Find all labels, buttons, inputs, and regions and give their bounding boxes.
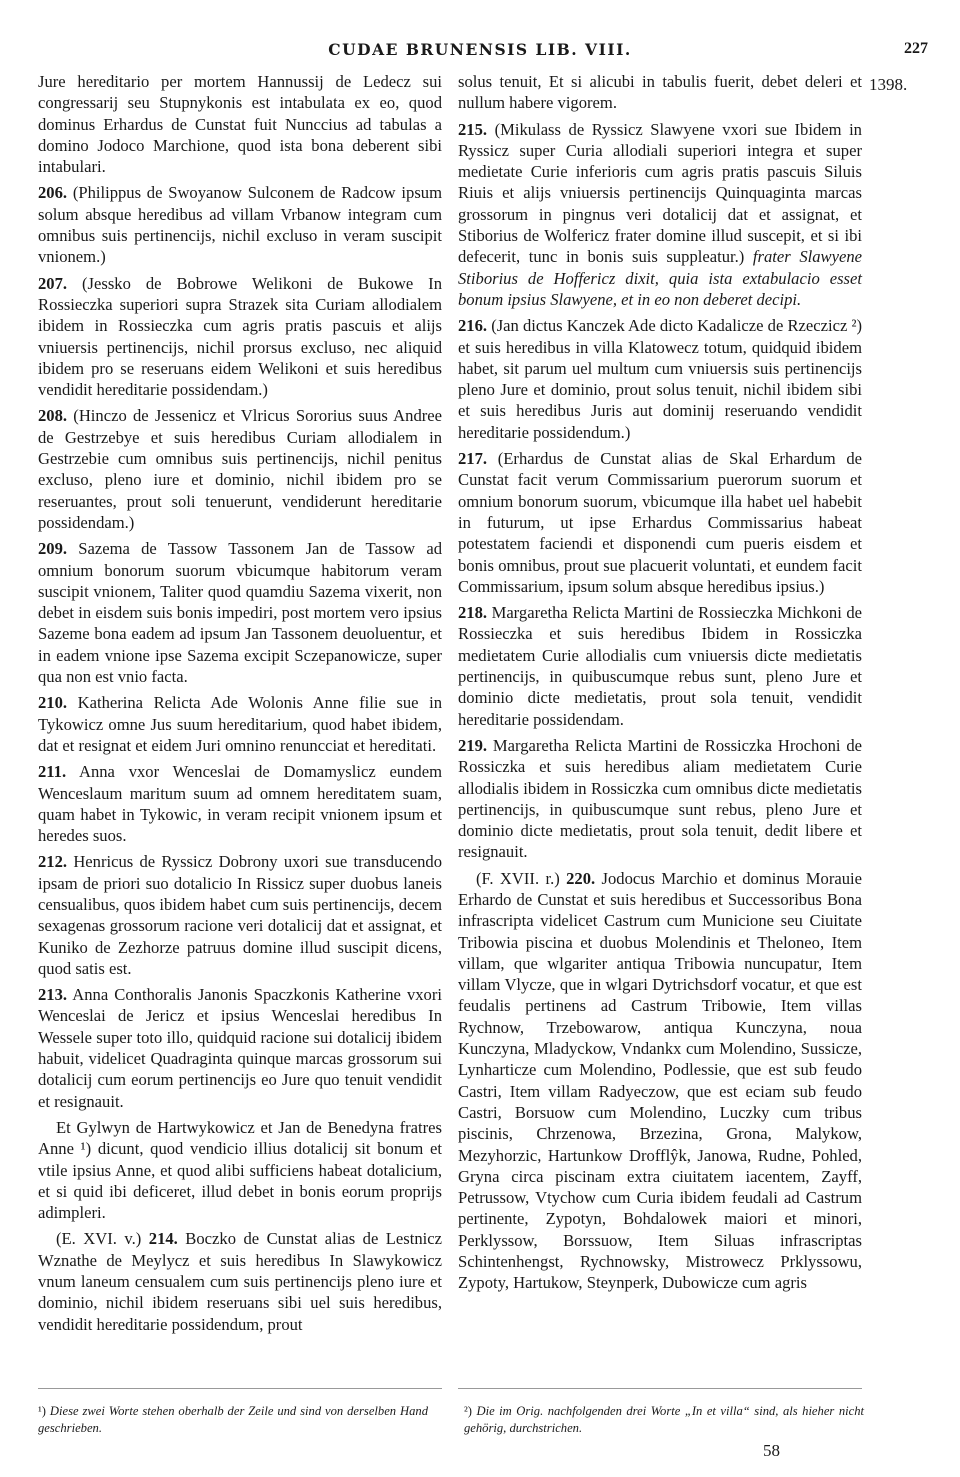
entry-number: 211. [38,762,67,782]
entry-paragraph [38,851,442,979]
footnote-text: Diese zwei Worte stehen oberhalb der Zeile und sind von derselben Hand geschrieben. [38,1404,428,1435]
entry-text: (Mikulass de Ryssicz Slawyene vxori sue Ibidem in Ryssicz super Curia allodiali superiori integra et super medietate Curie inferioris cum agris pratis pascuis Siluis Riuis et alijs vniuersis pertinencijs Quinquaginta marcas grossorum in pingnus veri dotalicij dat et assignat, et Stiborius de Wolfericz frater domine illud suscepit, et si ibi defecerit, tunc in bonis suis suppleatur.) [458,119,862,267]
left-column [38,71,442,1340]
entry-text: (Jessko de Bobrowe Welikoni de Bukowe In Rossieczka superiori supra Strazek sita Curiam allodialem ibidem in Rossieczka cum agris pratis pascuis et alijs vniuersis pertinencijs, nichil prorsus excluso, nec aliquid ibidem pro se reseruans eidem Welikoni et suis heredibus vendidit hereditarie possidendam.) [38,273,443,400]
entry-text: (Philippus de Swoyanow Sulconem de Radcow ipsum solum absque heredibus ad villam Vrbanow integram cum omnibus suis pertinencijs, nichil excluso in veram suscipit vnionem.) [38,183,442,267]
entry-paragraph [38,405,442,533]
entry-paragraph [458,735,862,863]
entry-number: 215. [458,119,488,139]
entry-text: (Hinczo de Jessenicz et Vlricus Sororius suus Andree de Gestrzebye et suis heredibus Curiam allodialem in Gestrzebie cum omnibus suis pertinencijs, nichil penitus excluso, pleno iure et dominio, nichil ibidem pro se reseruantes, prout soli tenuerunt, vendiderunt hereditarie possidendam.) [38,406,443,532]
entry-text: (Erhardus de Cunstat alias de Skal Erhardum de Cunstat facit verum Commissarium puerorum suorum et omnium bonorum suorum, vbicumque illa habet uel habebit in futurum, ut ipse Erhardus Commissarius habeat potestatem faciendi et disponendi cum pueris eisdem et bonis omnibus, prout sue placuerit voluntati, et eundem facit Commissarium, ipsum solum absque heredibus ipsius.) [458,449,862,596]
entry-number: 213. [38,985,68,1005]
entry-text: Katherina Relicta Ade Wolonis Anne filie sue in Tykowicz omne Jus suum hereditarium, quod habet ibidem, dat et resignat et eidem Juri omnino renuncciat et hereditati. [38,693,442,755]
footnote-text: Die im Orig. nachfolgenden drei Worte „In et villa“ sind, als hieher nicht gehörig, durchstrichen. [464,1404,864,1435]
entry-paragraph [38,273,442,401]
entry-number: 206. [38,183,68,203]
entry-paragraph [38,182,442,267]
entry-italic-note: frater Slawyene Stiborius de Hoffericz dixit, quia ista extabulacio esset bonum ipsius Slawyene, et in eo non deberet decipi. [458,247,862,309]
entry-paragraph [38,71,442,177]
entry-text: solus tenuit, Et si alicubi in tabulis fuerit, debet deleri et nullum habere vigorem. [458,72,862,113]
entry-paragraph [38,538,442,687]
entry-paragraph [458,119,862,311]
entry-paragraph [458,71,862,114]
entry-number: 208. [38,406,68,426]
footnote-right [464,1403,864,1437]
entry-number: 209. [38,539,68,559]
entry-number: 218. [458,603,488,623]
sheet-number: 58 [763,1441,780,1460]
entry-number: 207. [38,273,68,293]
entry-text: Sazema de Tassow Tassonem Jan de Tassow ad omnium bonorum suorum vbicumque habitorum veram suscipit vnionem, Taliter quod quamdiu Sazema vixerit, non debet in eisdem suis bonis impediri, post mortem vero ipsius Sazeme bona eadem ad ipsum Jan Tassonem deuoluentur, et in eadem vnione ipse Sazema excipit Sczepanowicze, super qua non est vnio facta. [38,539,442,687]
entry-number: 214. [148,1229,178,1249]
page-number: 227 [904,40,928,57]
entry-number: 212. [38,852,68,872]
right-column [458,71,862,1299]
entry-number: 216. [458,316,488,336]
entry-number: 217. [458,449,488,469]
margin-year: 1398. [869,75,908,94]
entry-text: Henricus de Ryssicz Dobrony uxori sue transducendo ipsam de priori suo dotalicio In Rissicz super duobus laneis censualibus, quos ibidem habet cum suis pertinencijs, decem sexagenas grossorum racione veri dotalicij dat et assignat, et Kuniko de Zezhorze patruus domine illud suscipit dicens, quod satis est. [38,852,442,978]
entry-paragraph [38,1117,442,1223]
entry-text: Jure hereditario per mortem Hannussij de Ledecz sui congressarij seu Stupnykonis est intabulata ex eo, quod dominus Erhardus de Cunstat fuit Nunccius ad tabulas a domino Jodoco Marchione, quod ista bona deberent sibi intabulari. [38,72,442,177]
entry-text: Et Gylwyn de Hartwykowicz et Jan de Benedyna fratres Anne ¹) dicunt, quod vendicio illius dotalicij sit bonum et vtile ipsius Anne, et quod alibi sufficiens habeat dotalicium, et si quid ibi deficeret, illud debet in bonis eorum proprijs adimpleri. [38,1117,442,1223]
entry-paragraph [458,602,862,730]
footnote-rule-right [458,1388,862,1389]
footnote-mark: ¹) [38,1404,46,1418]
folio-reference: (F. XVII. r.) [476,868,567,888]
entry-number: 220. [566,868,596,888]
entry-paragraph [38,1228,442,1334]
entry-text: Anna vxor Wenceslai de Domamyslicz eundem Wenceslaum maritum suum ad omnem hereditatem suam, quam habet in Tykowic, in veram recipit vnionem ipsum et heredes suos. [38,762,442,846]
entry-text: Boczko de Cunstat alias de Lestnicz Wznathe de Meylycz et suis heredibus In Slawykowicz vnum laneum censualem cum suis pertinencijs pleno iure et dominio, nichil ibidem reseruans sibi uel suis heredibus, vendidit hereditarie possidendum, prout [38,1229,442,1334]
footnote-left [38,1403,428,1437]
page-header [0,40,960,64]
entry-text: Anna Conthoralis Janonis Spaczkonis Katherine vxori Wenceslai de Jericz et ipsius Wenceslai heredibus In Wessele super toto illo, quidquid racione sui dotalicij ibidem habuit, videlicet Quadraginta quinque marcas grossorum sui dotalicij cum eorum pertinencijs eo Jure quo tenuit vendidit et resignauit. [38,985,442,1111]
folio-reference: (E. XVI. v.) [56,1229,149,1249]
entry-paragraph [458,315,862,443]
entry-text: Margaretha Relicta Martini de Rossieczka Michkoni de Rossieczka et suis heredibus Ibidem in Rossiczka medietatem Curie allodialis cum vniuersis dicte medietatis pertinencijs, in quibuscumque rebus sunt, pleno Jure et dominio dicte medietatis, prout sola tenuit, vendidit hereditarie possidendam. [458,603,863,729]
entry-text: (Jan dictus Kanczek Ade dicto Kadalicze de Rzeczicz ²) et suis heredibus in villa Klatowecz totum, quidquid ibidem habet, sit parum uel multum cum vniuersis suis pertinencijs pleno Jure et dominio, prout solus tenuit, nichil ibidem sibi et suis heredibus Juris aut dominij reseruando vendidit hereditarie possidendum.) [458,316,862,442]
entry-paragraph [38,761,442,846]
entry-text: Jodocus Marchio et dominus Morauie Erhardo de Cunstat et suis heredibus et Successoribus Bona infrascripta videlicet Castrum cum Municione seu Ciuitate Tribowia piscina et duobus Molendinis et Theloneo, Item villam, que wlgariter antiqua Tribowia nuncupatur, Item villam Vlycze, que in wlgari Dytrichsdorf vocatur, et que est feudalis pertinens ad Castrum Tribowie, Item villas Rychnow, Trzebowarow, antiqua Kunczyna, noua Kunczyna, Mladyckow, Vndankx cum Molendino, Sussicze, Lynharticze cum Molendino, Podlessie, que est sub feudo Castri, Item villam Radyeczow, que est eciam sub feudo Castri, Borsuow cum Molendino, Luczky cum tribus piscinis, Chrzenowa, Brzezina, Grona, Malykow, Mezyhorzic, Hartunkow Drofflŷk, Janowa, Rudne, Pohled, Gryna circa piscinam extra ciuitatem iacentem, Zayff, Petrussow, Vtychow cum Curia ibidem feudali ad Castrum pertinente, Zypotyn, Bohdalowek maiori et minori, Perklyssow, Borssuow, Item Siluas infrascriptas Schintenhengst, Rychnowsky, Mistrowecz Prklyssowu, Zypoty, Hartukow, Steynperk, Dubowicze cum agris [458,868,862,1293]
entry-number: 219. [458,735,488,755]
entry-text: Margaretha Relicta Martini de Rossiczka Hrochoni de Rossiczka et suis heredibus aliam medietatem Curie allodialis ibidem in Rossiczka cum omnibus dicte medietatis pertinencijs, in quibuscumque sunt rebus, pleno Jure et dominio dicte medietatis, prout sola tenuit, dedit libere et resignauit. [458,735,862,862]
running-title: CUDAE BRUNENSIS LIB. VIII. [328,40,632,59]
entry-paragraph [458,448,862,597]
entry-paragraph [38,692,442,756]
entry-paragraph [458,868,862,1294]
footnote-rule-left [38,1388,442,1389]
entry-paragraph [38,984,442,1112]
entry-number: 210. [38,693,68,713]
footnote-mark: ²) [464,1404,472,1418]
